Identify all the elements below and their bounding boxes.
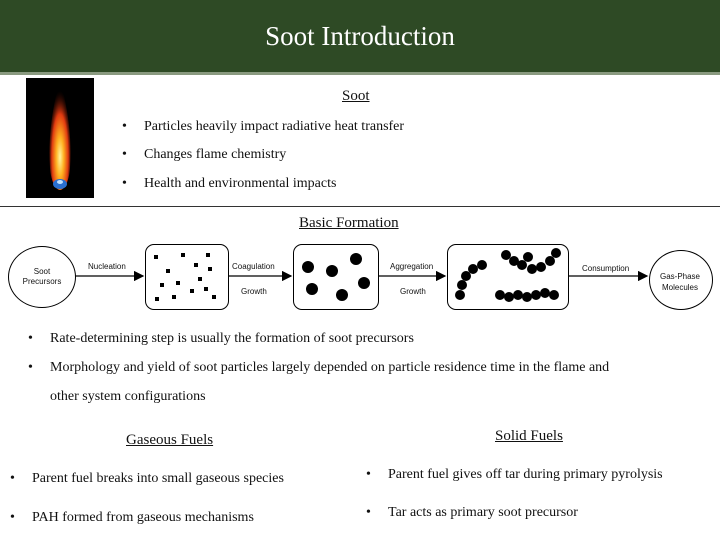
bullet-marker: • bbox=[122, 147, 127, 162]
bullet-marker: • bbox=[10, 471, 15, 486]
bullet-marker: • bbox=[122, 176, 127, 191]
bullet-text: Morphology and yield of soot particles largely depended on particle residence time in the flame and bbox=[50, 360, 610, 375]
bullet-text: Rate-determining step is usually the formation of soot precursors bbox=[50, 331, 414, 346]
main-bullet-continuation: other system configurations bbox=[50, 389, 206, 404]
bullet-marker: • bbox=[366, 505, 371, 520]
gaseous-fuels-heading: Gaseous Fuels bbox=[126, 432, 214, 448]
bullet-text: Tar acts as primary soot precursor bbox=[388, 505, 578, 520]
bullet-marker: • bbox=[366, 467, 371, 482]
bullet-text: Health and environmental impacts bbox=[144, 176, 337, 191]
solid-fuels-heading: Solid Fuels bbox=[495, 428, 563, 444]
solid-bullet bbox=[366, 505, 578, 521]
bullet-marker: • bbox=[28, 331, 33, 346]
bullet-text: PAH formed from gaseous mechanisms bbox=[32, 510, 254, 525]
main-bullet bbox=[28, 360, 609, 376]
bullet-text: Parent fuel gives off tar during primary pyrolysis bbox=[388, 467, 663, 482]
consumption-label: Consumption bbox=[582, 264, 630, 273]
gas-phase-label-line1: Gas-Phase bbox=[659, 272, 701, 281]
bullet-text: Particles heavily impact radiative heat transfer bbox=[144, 119, 405, 134]
gaseous-bullet bbox=[10, 510, 254, 526]
bullet-marker: • bbox=[28, 360, 33, 375]
precursors-label-line1: Soot bbox=[33, 267, 51, 276]
gaseous-bullet bbox=[10, 471, 284, 487]
formation-heading: Basic Formation bbox=[299, 215, 399, 231]
solid-bullet bbox=[366, 467, 663, 483]
precursors-label-line2: Precursors bbox=[22, 277, 62, 286]
soot-heading: Soot bbox=[342, 88, 370, 104]
gas-phase-label-line2: Molecules bbox=[661, 283, 698, 292]
main-bullet bbox=[28, 331, 414, 347]
slide-title: Soot Introduction bbox=[265, 20, 455, 51]
bullet-marker: • bbox=[122, 119, 127, 134]
bullet-text: Parent fuel breaks into small gaseous species bbox=[32, 471, 284, 486]
bullet-marker: • bbox=[10, 510, 15, 525]
nucleation-label: Nucleation bbox=[88, 262, 126, 271]
coagulation-label: Coagulation bbox=[232, 262, 275, 271]
growth-label-2: Growth bbox=[400, 287, 426, 296]
bullet-text: Changes flame chemistry bbox=[144, 147, 287, 162]
aggregation-label: Aggregation bbox=[390, 262, 434, 271]
growth-label-1: Growth bbox=[241, 287, 267, 296]
